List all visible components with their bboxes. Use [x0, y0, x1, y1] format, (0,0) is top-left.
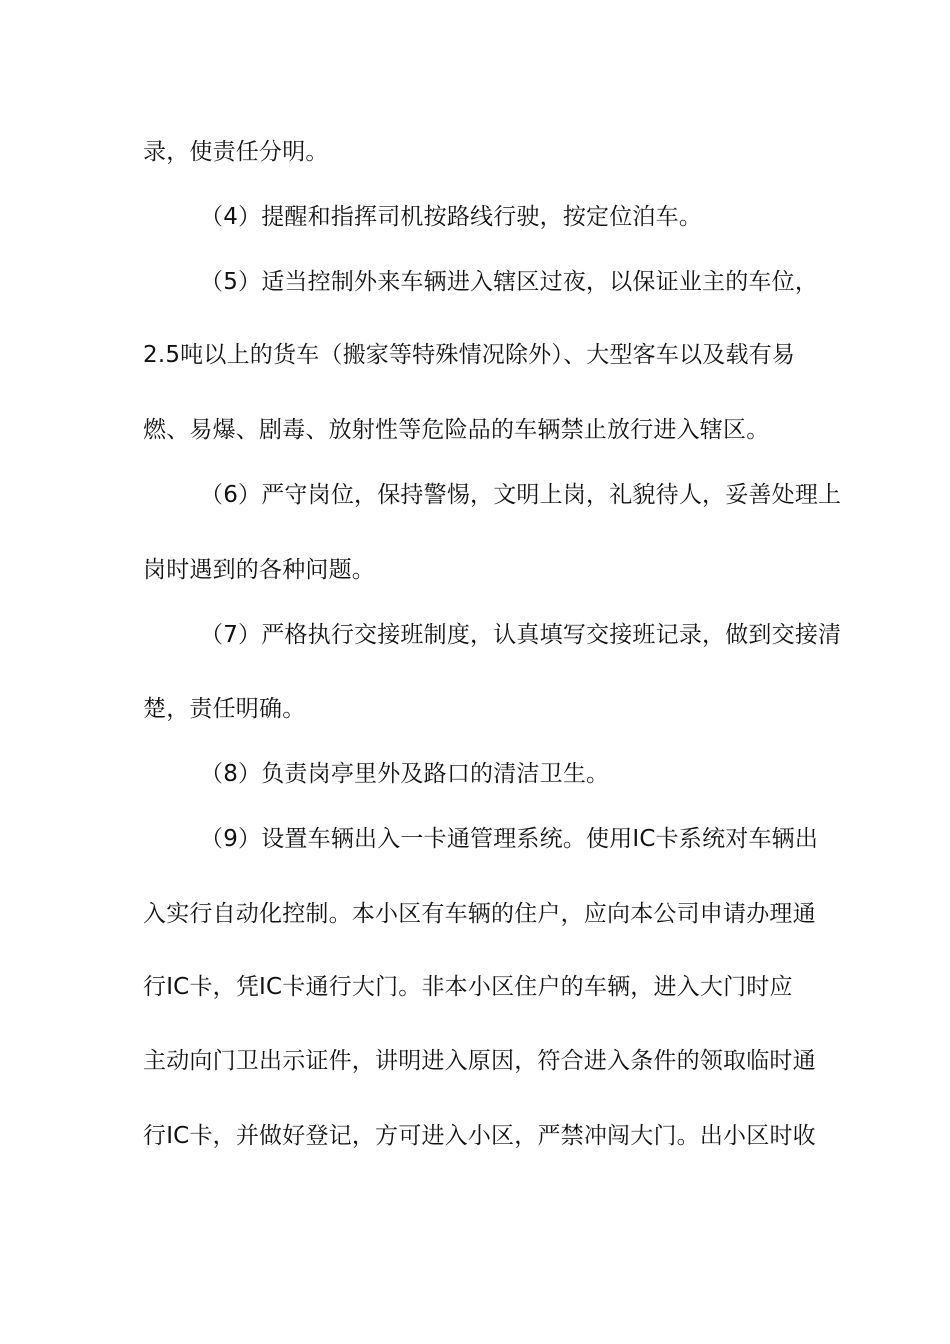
text-line-14: 主动向门卫出示证件，讲明进入原因，符合进入条件的领取临时通 [143, 1048, 816, 1074]
text-line-13: 行IC卡，凭IC卡通行大门。非本小区住户的车辆，进入大门时应 [143, 974, 793, 1000]
text-line-5: 燃、易爆、剧毒、放射性等危险品的车辆禁止放行进入辖区。 [143, 417, 770, 443]
text-line-8: （7）严格执行交接班制度，认真填写交接班记录，做到交接清 [200, 622, 842, 648]
text-line-7: 岗时遇到的各种问题。 [143, 557, 375, 583]
text-line-12: 入实行自动化控制。本小区有车辆的住户，应向本公司申请办理通 [143, 901, 816, 927]
text-line-2: （4）提醒和指挥司机按路线行驶，按定位泊车。 [200, 204, 703, 230]
text-line-11: （9）设置车辆出入一卡通管理系统。使用IC卡系统对车辆出 [200, 826, 819, 852]
text-line-15: 行IC卡，并做好登记，方可进入小区，严禁冲闯大门。出小区时收 [143, 1123, 816, 1149]
text-line-3: （5）适当控制外来车辆进入辖区过夜，以保证业主的车位， [200, 269, 819, 295]
text-line-10: （8）负责岗亭里外及路口的清洁卫生。 [200, 761, 610, 787]
text-line-4: 2.5吨以上的货车（搬家等特殊情况除外）、大型客车以及载有易 [143, 342, 796, 368]
text-line-6: （6）严守岗位，保持警惕，文明上岗，礼貌待人，妥善处理上 [200, 482, 842, 508]
text-line-1: 录，使责任分明。 [143, 139, 329, 165]
text-line-9: 楚，责任明确。 [143, 696, 306, 722]
